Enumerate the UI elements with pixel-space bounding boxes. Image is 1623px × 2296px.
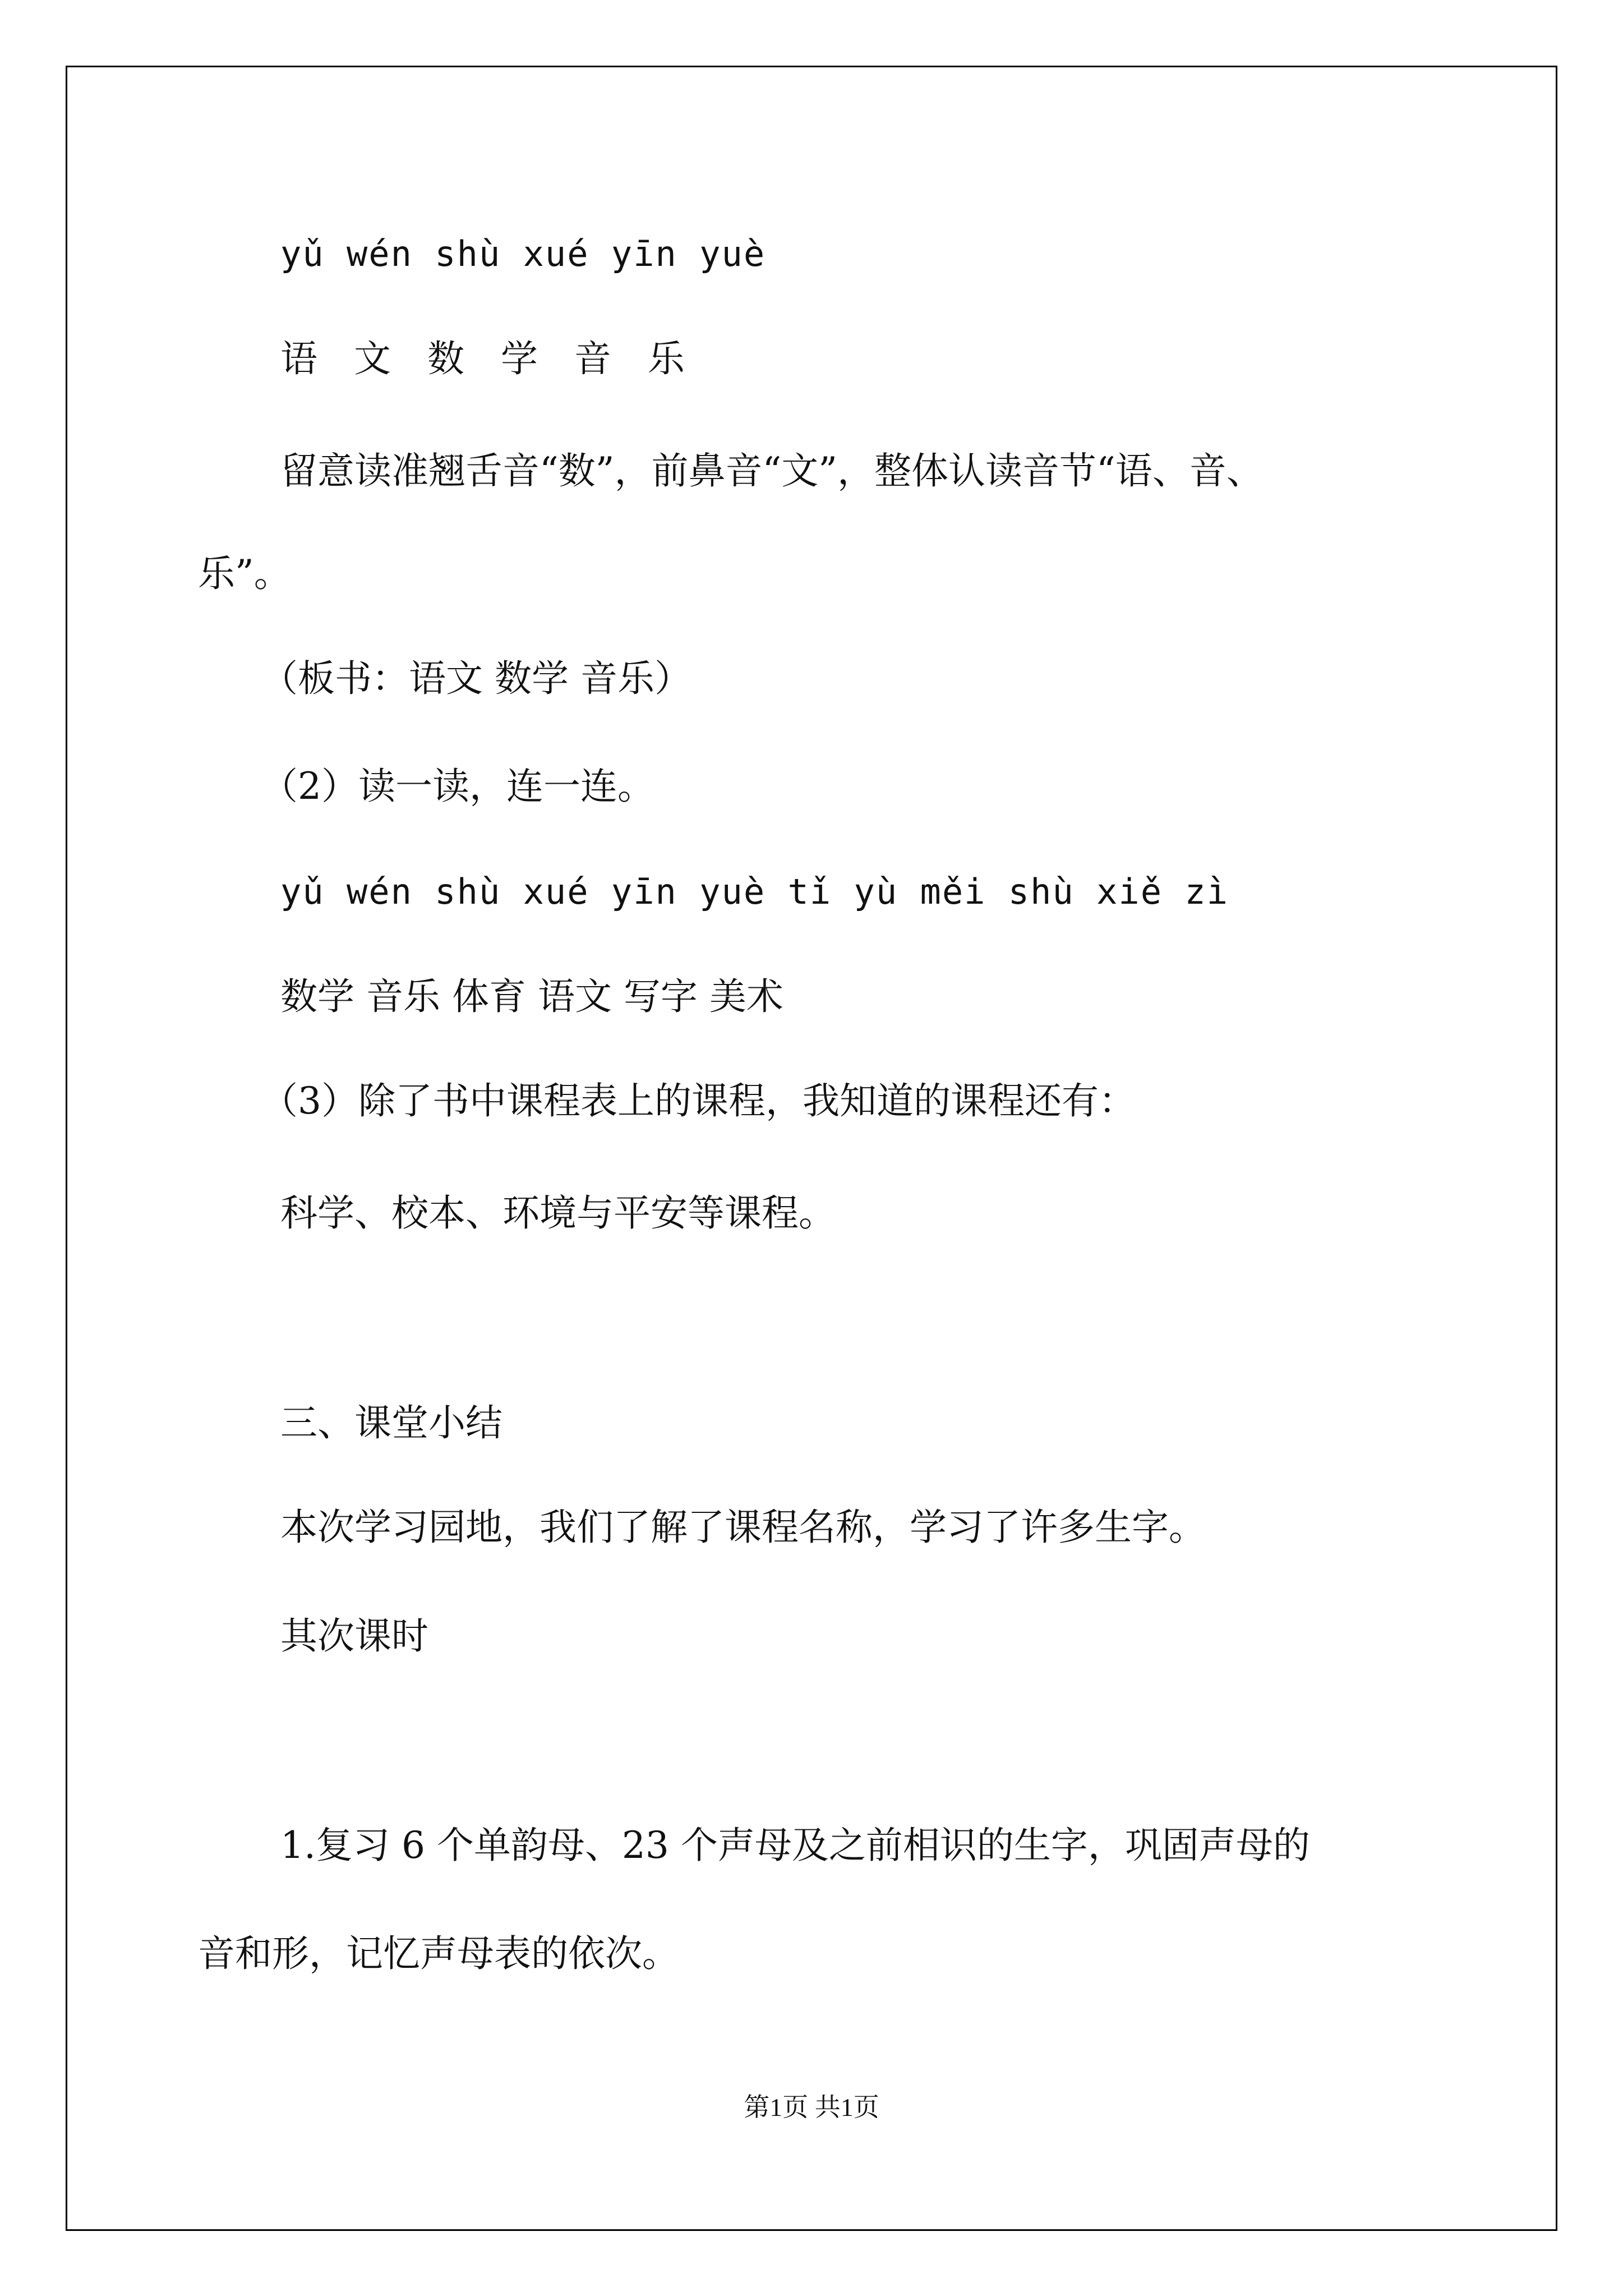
- text-line-matching-words: 数学 音乐 体育 语文 写字 美术: [280, 975, 783, 1018]
- text-line-exercise-2: （2）读一读，连一连。: [261, 765, 654, 808]
- text-line-pronunciation-note-cont: 乐”。: [198, 552, 291, 595]
- page-number-footer: 第1页 共1页: [744, 2093, 879, 2122]
- text-line-pronunciation-note: 留意读准翘舌音“数”，前鼻音“文”，整体认读音节“语、音、: [280, 449, 1264, 493]
- section-heading-second-lesson: 其次课时: [280, 1614, 428, 1658]
- text-line-review-cont: 音和形，记忆声母表的依次。: [198, 1932, 679, 1975]
- text-line-summary: 本次学习园地，我们了解了课程名称，学习了许多生字。: [280, 1506, 1206, 1549]
- text-line-board-note: （板书：语文 数学 音乐）: [261, 657, 691, 700]
- text-line-exercise-3: （3）除了书中课程表上的课程，我知道的课程还有：: [261, 1079, 1136, 1122]
- text-line-subjects: 语 文 数 学 音 乐: [280, 337, 697, 380]
- section-heading-summary: 三、课堂小结: [280, 1401, 502, 1444]
- text-line-other-courses: 科学、校本、环境与平安等课程。: [280, 1191, 836, 1235]
- pinyin-line-subjects: yǔ wén shù xué yīn yuè: [280, 233, 766, 274]
- page-border: [66, 66, 1557, 2231]
- text-line-review: 1.复习 6 个单韵母、23 个声母及之前相识的生字，巩固声母的: [280, 1824, 1310, 1867]
- pinyin-line-matching: yǔ wén shù xué yīn yuè tǐ yù měi shù xiě zì: [280, 871, 1229, 912]
